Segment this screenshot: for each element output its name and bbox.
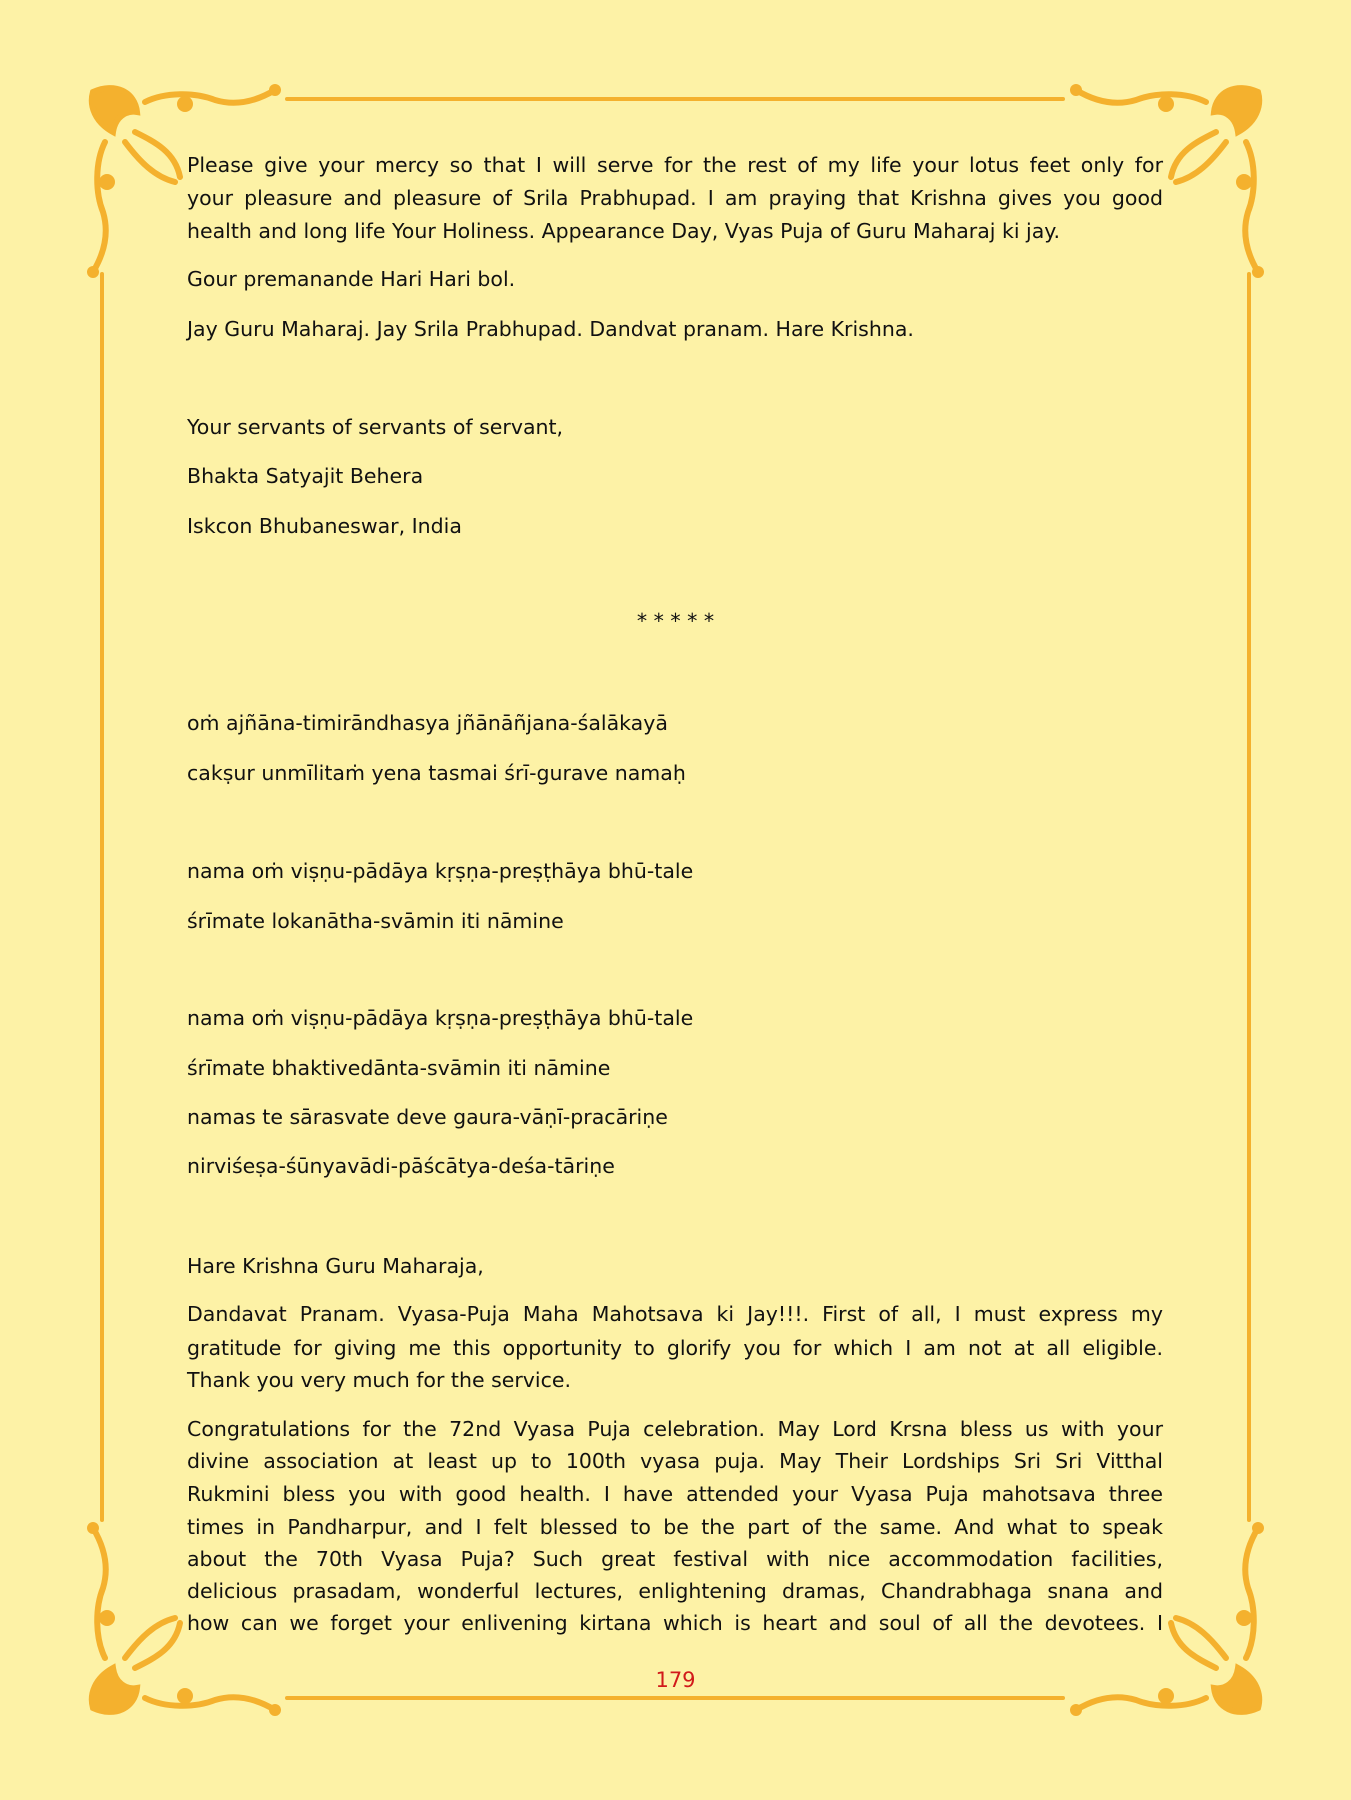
paragraph-line: times in Pandharpur, and I felt blessed to be the part of the same. And what to speak — [187, 1515, 1163, 1539]
frame-top-line — [285, 97, 1065, 101]
paragraph-line: Please give your mercy so that I will serve for the rest of my life your lotus feet only for — [187, 153, 1163, 177]
paragraph-line: Dandavat Pranam. Vyasa-Puja Maha Mahotsava ki Jay!!!. First of all, I must express my — [187, 1302, 1163, 1326]
corner-ornament-top-right — [1066, 82, 1266, 282]
paragraph-line: delicious prasadam, wonderful lectures, enlightening dramas, Chandrabhaga snana and — [187, 1579, 1163, 1603]
signature-name: Bhakta Satyajit Behera — [187, 464, 424, 488]
prayer-line: nama oṁ viṣṇu-pādāya kṛṣṇa-preṣṭhāya bhū-tale — [187, 859, 694, 883]
paragraph-line: gratitude for giving me this opportunity to glorify you for which I am not at all eligible. — [187, 1336, 1163, 1360]
prayer-line: nama oṁ viṣṇu-pādāya kṛṣṇa-preṣṭhāya bhū-tale — [187, 1006, 694, 1030]
prayer-line: oṁ ajñāna-timirāndhasya jñānāñjana-śalākayā — [187, 711, 668, 735]
prayer-line: śrīmate bhaktivedānta-svāmin iti nāmine — [187, 1056, 611, 1080]
text-line: Jay Guru Maharaj. Jay Srila Prabhupad. Dandvat pranam. Hare Krishna. — [187, 317, 914, 341]
paragraph-line: how can we forget your enlivening kirtana which is heart and soul of all the devotees. I — [187, 1611, 1163, 1635]
paragraph-line: Congratulations for the 72nd Vyasa Puja celebration. May Lord Krsna bless us with your — [187, 1417, 1163, 1441]
closing-line: Your servants of servants of servant, — [187, 415, 564, 439]
corner-ornament-top-left — [85, 82, 285, 282]
text-line: Gour premanande Hari Hari bol. — [187, 267, 516, 291]
frame-left-line — [100, 272, 104, 1522]
section-separator: * * * * * — [636, 609, 715, 633]
prayer-line: śrīmate lokanātha-svāmin iti nāmine — [187, 909, 564, 933]
prayer-line: nirviśeṣa-śūnyavādi-pāścātya-deśa-tāriṇe — [187, 1154, 615, 1178]
signature-location: Iskcon Bhubaneswar, India — [187, 514, 462, 538]
page-number: 179 — [655, 1668, 696, 1692]
paragraph-line: about the 70th Vyasa Puja? Such great festival with nice accommodation facilities, — [187, 1547, 1163, 1571]
prayer-line: namas te sārasvate deve gaura-vāṇī-pracāriṇe — [187, 1105, 668, 1129]
paragraph-line: Thank you very much for the service. — [187, 1368, 572, 1392]
prayer-line: cakṣur unmīlitaṁ yena tasmai śrī-gurave namaḥ — [187, 761, 686, 785]
frame-right-line — [1247, 272, 1251, 1522]
paragraph-line: divine association at least up to 100th vyasa puja. May Their Lordships Sri Sri Vitthal — [187, 1449, 1163, 1473]
greeting: Hare Krishna Guru Maharaja, — [187, 1254, 484, 1278]
paragraph-line: your pleasure and pleasure of Srila Prabhupad. I am praying that Krishna gives you good — [187, 186, 1163, 210]
paragraph-line: Rukmini bless you with good health. I have attended your Vyasa Puja mahotsava three — [187, 1482, 1163, 1506]
paragraph-line: health and long life Your Holiness. Appearance Day, Vyas Puja of Guru Maharaj ki jay. — [187, 219, 1061, 243]
frame-bottom-line — [285, 1696, 1065, 1700]
